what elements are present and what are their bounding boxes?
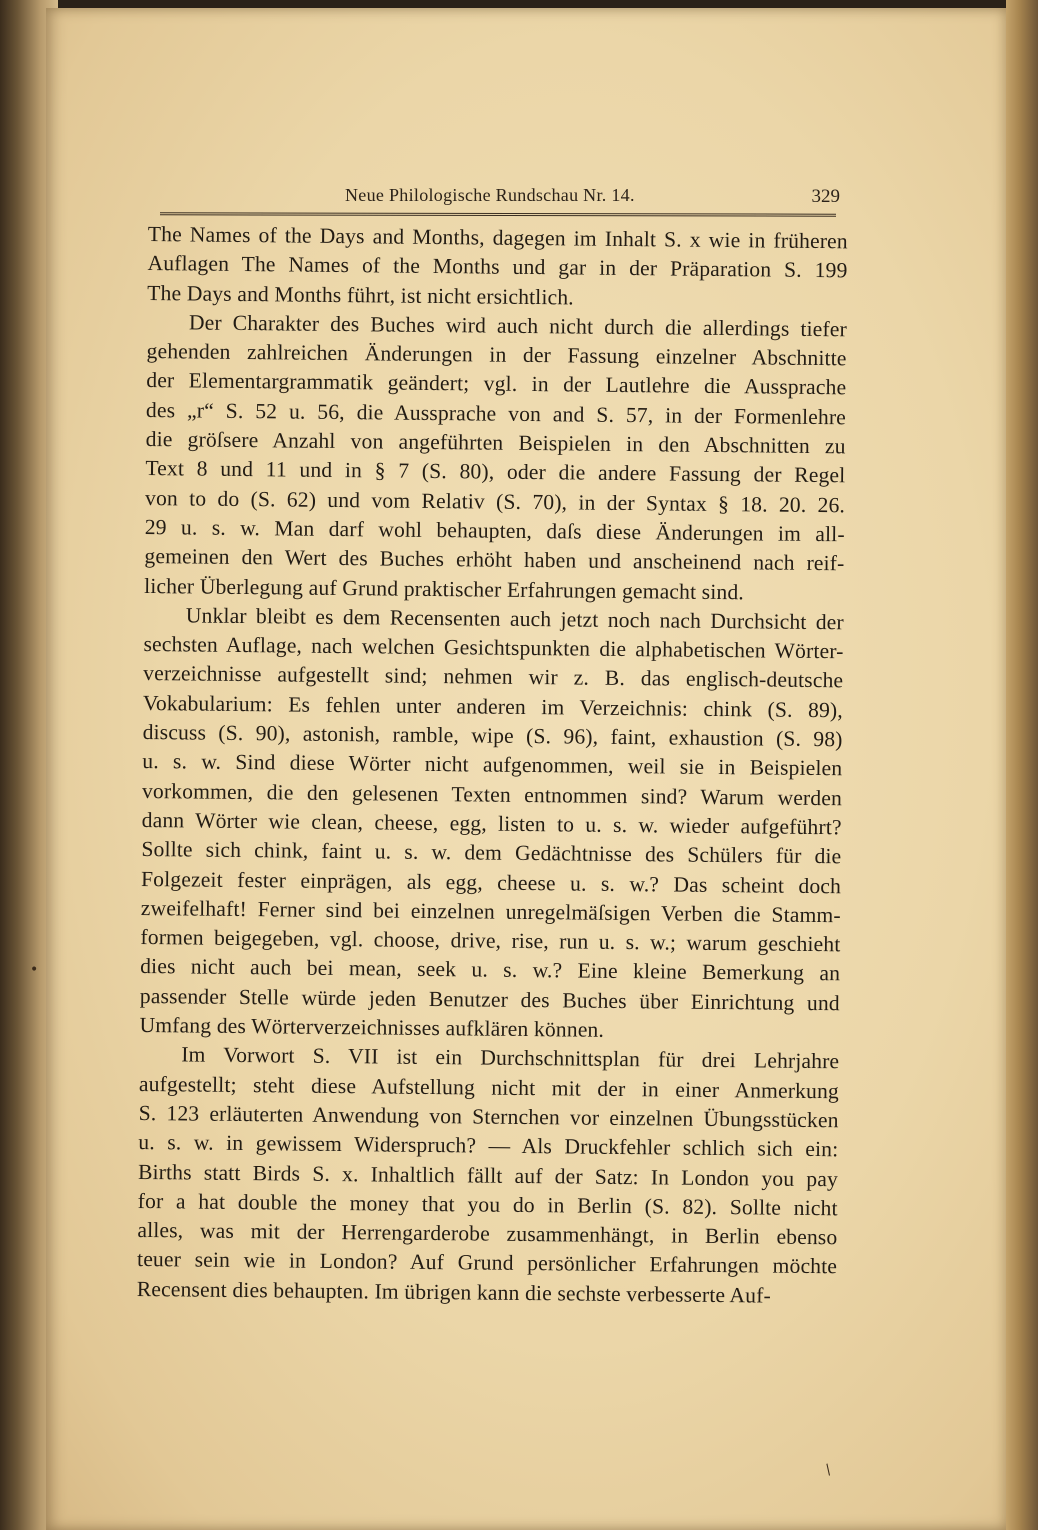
margin-mark: • [30,962,39,978]
text-line: die gröſsere Anzahl von angeführten Beispielen in den Abschnitten zu [145,427,846,459]
text-line: zweifelhaft! Ferner sind bei einzelnen unregelmäſsigen Verben die Stamm- [140,895,841,928]
text-line: gemeinen den Wert des Buches erhöht haben und anscheinend nach reif- [144,544,845,576]
text-line: sechsten Auflage, nach welchen Gesichtspunkten die alphabetischen Wörter- [143,632,844,664]
text-line: dann Wörter wie clean, cheese, egg, listen to u. s. w. wieder aufgeführt? [141,807,842,840]
page-number: 329 [811,186,840,207]
text-line: The Days and Months führt, ist nicht ersichtlich. [147,280,574,310]
paragraph [139,601,844,1048]
text-line: Im Vorwort S. VII ist ein Durchschnittsplan für drei Lehrjahre [181,1042,840,1074]
page-header [160,185,840,213]
paragraph [137,1040,840,1311]
margin-mark: / [822,1461,835,1479]
text-line: formen beigegeben, vgl. choose, drive, rise, run u. s. w.; warum geschieht [140,925,841,957]
text-line: 29 u. s. w. Man darf wohl behaupten, daſs diese Änderungen im all- [144,514,845,547]
text-line: Recensent dies behaupten. Im übrigen kann die sechste verbesserte Auf- [136,1276,772,1308]
text-line: der Elementargrammatik geändert; vgl. in der Lautlehre die Aussprache [146,368,847,400]
text-line: Vokabularium: Es fehlen unter anderen im Verzeichnis: chink (S. 89), [142,690,844,723]
text-line: vorkommen, die den gelesenen Texten entnommen sind? Warum werden [141,778,843,810]
text-line: Unklar bleibt es dem Recensenten auch jetzt noch nach Durchsicht der [185,603,844,635]
text-line: Auflagen The Names of the Months und gar in der Präparation S. 199 [147,251,848,283]
text-line: Text 8 und 11 und in § 7 (S. 80), oder die andere Fassung der Regel [145,456,846,488]
text-line: Births statt Birds S. x. Inhaltlich fällt auf der Satz: In London you pay [137,1159,839,1191]
text-line: Sollte sich chink, faint u. s. w. dem Gedächtnisse des Schülers für die [141,837,842,869]
text-line: The Names of the Days and Months, dagegen im Inhalt S. x wie in früheren [147,221,848,254]
text-line: verzeichnisse aufgestellt sind; nehmen wir z. B. das englisch-deutsche [143,661,844,693]
text-line: S. 123 erläuterten Anwendung von Sternchen vor einzelnen Übungsstücken [138,1100,839,1133]
running-title: Neue Philologische Rundschau Nr. 14. [345,185,635,205]
text-line: Folgezeit fester einprägen, als egg, cheese u. s. w.? Das scheint doch [140,866,842,898]
text-line: Der Charakter des Buches wird auch nicht durch die allerdings tiefer [188,310,848,342]
text-line: discuss (S. 90), astonish, ramble, wipe (S. 96), faint, exhaustion (S. 98) [142,720,843,752]
page-edge [1006,0,1038,1530]
text-line: aufgestellt; steht diese Aufstellung nicht mit der in einer Anmerkung [138,1071,840,1103]
text-line: alles, was mit der Herrengarderobe zusammenhängt, in Berlin ebenso [137,1218,838,1250]
text-line: gehenden zahlreichen Änderungen in der Fassung einzelner Abschnitte [146,339,847,371]
text-line: Umfang des Wörterverzeichnisses aufklären können. [139,1012,605,1042]
text-line: for a hat double the money that you do in Berlin (S. 82). Sollte nicht [137,1188,838,1221]
text-line: des „r“ S. 52 u. 56, die Aussprache von and S. 57, in der Formenlehre [145,397,847,430]
paragraph [144,308,847,608]
text-line: von to do (S. 62) und vom Relativ (S. 70), in der Syntax § 18. 20. 26. [144,485,846,517]
body-text [137,220,848,1311]
paragraph [147,220,848,315]
text-line: passender Stelle würde jeden Benutzer des Buches über Einrichtung und [139,983,840,1016]
text-line: licher Überlegung auf Grund praktischer Erfahrungen gemacht sind. [144,573,745,604]
text-line: teuer sein wie in London? Auf Grund persönlicher Erfahrungen möchte [136,1247,838,1279]
text-line: u. s. w. in gewissem Widerspruch? — Als Druckfehler schlich sich ein: [138,1130,839,1162]
text-line: u. s. w. Sind diese Wörter nicht aufgenommen, weil sie in Beispielen [142,749,843,781]
text-line: dies nicht auch bei mean, seek u. s. w.? Eine kleine Bemerkung an [140,954,841,986]
